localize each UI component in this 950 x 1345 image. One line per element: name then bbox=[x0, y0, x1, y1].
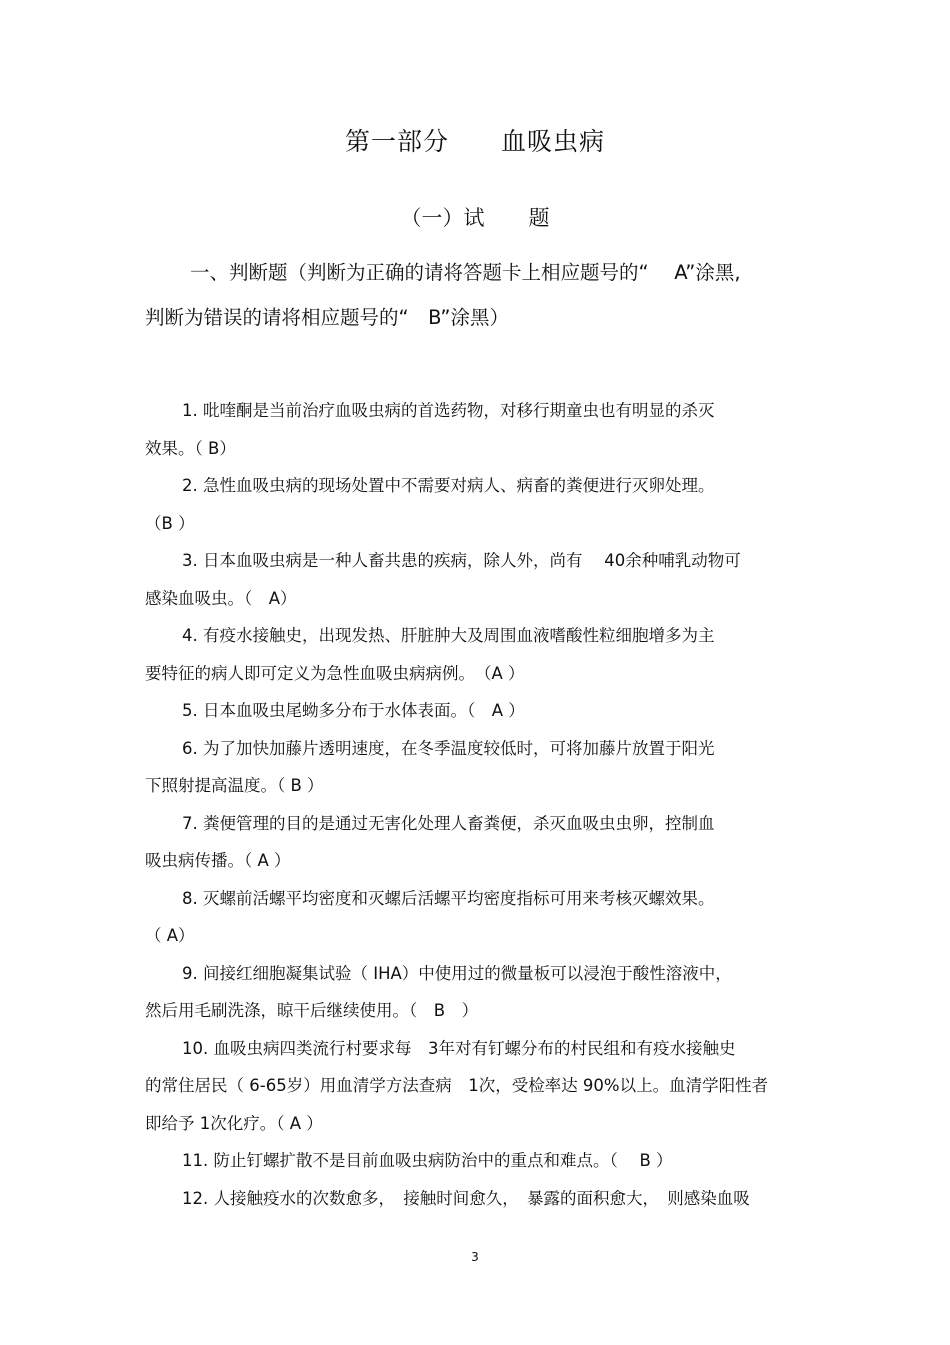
question-item bbox=[145, 1142, 810, 1180]
section-title bbox=[0, 202, 950, 232]
question-text-line: 6. 为了加快加藤片透明速度，在冬季温度较低时，可将加藤片放置于阳光 bbox=[182, 738, 715, 758]
question-text-line: 9. 间接红细胞凝集试验（ IHA）中使用过的微量板可以浸泡于酸性溶液中， bbox=[182, 963, 732, 983]
question-item bbox=[145, 617, 810, 692]
instruction-line-1: 一、判断题（判断为正确的请将答题卡上相应题号的“ A”涂黑, bbox=[190, 261, 741, 284]
question-item bbox=[145, 392, 810, 467]
question-list bbox=[145, 392, 810, 1217]
question-text-line: 5. 日本血吸虫尾蚴多分布于水体表面。（ A ） bbox=[182, 701, 525, 720]
question-text-line: 感染血吸虫。（ A） bbox=[145, 588, 297, 608]
question-item bbox=[145, 692, 810, 730]
question-item bbox=[145, 805, 810, 880]
question-text-line: 的常住居民（ 6-65岁）用血清学方法查病 1次，受检率达 90%以上。血清学阳性者 bbox=[145, 1076, 769, 1095]
instruction-paragraph bbox=[145, 250, 825, 340]
question-text-line: 然后用毛刷洗涤，晾干后继续使用。（ B ） bbox=[145, 1001, 479, 1020]
question-text-line: 10. 血吸虫病四类流行村要求每 3年对有钉螺分布的村民组和有疫水接触史 bbox=[182, 1038, 736, 1058]
question-text-line: 12. 人接触疫水的次数愈多， 接触时间愈久， 暴露的面积愈大， 则感染血吸 bbox=[182, 1188, 750, 1208]
question-text-line: 效果。（ B） bbox=[145, 438, 236, 458]
question-item bbox=[145, 1180, 810, 1218]
question-text-line: 下照射提高温度。（ B ） bbox=[145, 776, 324, 795]
question-text-line: 3. 日本血吸虫病是一种人畜共患的疾病，除人外，尚有 40余种哺乳动物可 bbox=[182, 551, 741, 570]
section-title-right: 题 bbox=[528, 206, 550, 230]
part-title-right: 血吸虫病 bbox=[501, 127, 606, 156]
part-title bbox=[0, 122, 950, 158]
question-text-line: 11. 防止钉螺扩散不是目前血吸虫病防治中的重点和难点。（ B ） bbox=[182, 1151, 673, 1170]
question-item bbox=[145, 542, 810, 617]
section-title-left: （一）试 bbox=[400, 206, 485, 230]
question-text-line: 8. 灭螺前活螺平均密度和灭螺后活螺平均密度指标可用来考核灭螺效果。 bbox=[182, 888, 715, 908]
question-text-line: 4. 有疫水接触史，出现发热、肝脏肿大及周围血液嗜酸性粒细胞增多为主 bbox=[182, 626, 715, 645]
question-text-line: 7. 粪便管理的目的是通过无害化处理人畜粪便，杀灭血吸虫虫卵，控制血 bbox=[182, 813, 715, 833]
page-number: 3 bbox=[471, 1250, 479, 1264]
question-item bbox=[145, 730, 810, 805]
question-text-line: （ A） bbox=[145, 926, 195, 945]
question-text-line: （B ） bbox=[145, 513, 195, 533]
question-text-line: 2. 急性血吸虫病的现场处置中不需要对病人、病畜的粪便进行灭卵处理。 bbox=[182, 476, 715, 495]
question-item bbox=[145, 880, 810, 955]
question-text-line: 要特征的病人即可定义为急性血吸虫病病例。 （A ） bbox=[145, 663, 525, 683]
question-text-line: 吸虫病传播。（ A ） bbox=[145, 851, 291, 870]
part-title-left: 第一部分 bbox=[344, 127, 449, 156]
question-item bbox=[145, 1030, 810, 1143]
question-item bbox=[145, 955, 810, 1030]
question-item bbox=[145, 467, 810, 542]
instruction-line-2: 判断为错误的请将相应题号的“ B”涂黑） bbox=[145, 306, 510, 329]
question-text-line: 即给予 1次化疗。（ A ） bbox=[145, 1113, 323, 1133]
question-text-line: 1. 吡喹酮是当前治疗血吸虫病的首选药物，对移行期童虫也有明显的杀灭 bbox=[182, 401, 715, 420]
